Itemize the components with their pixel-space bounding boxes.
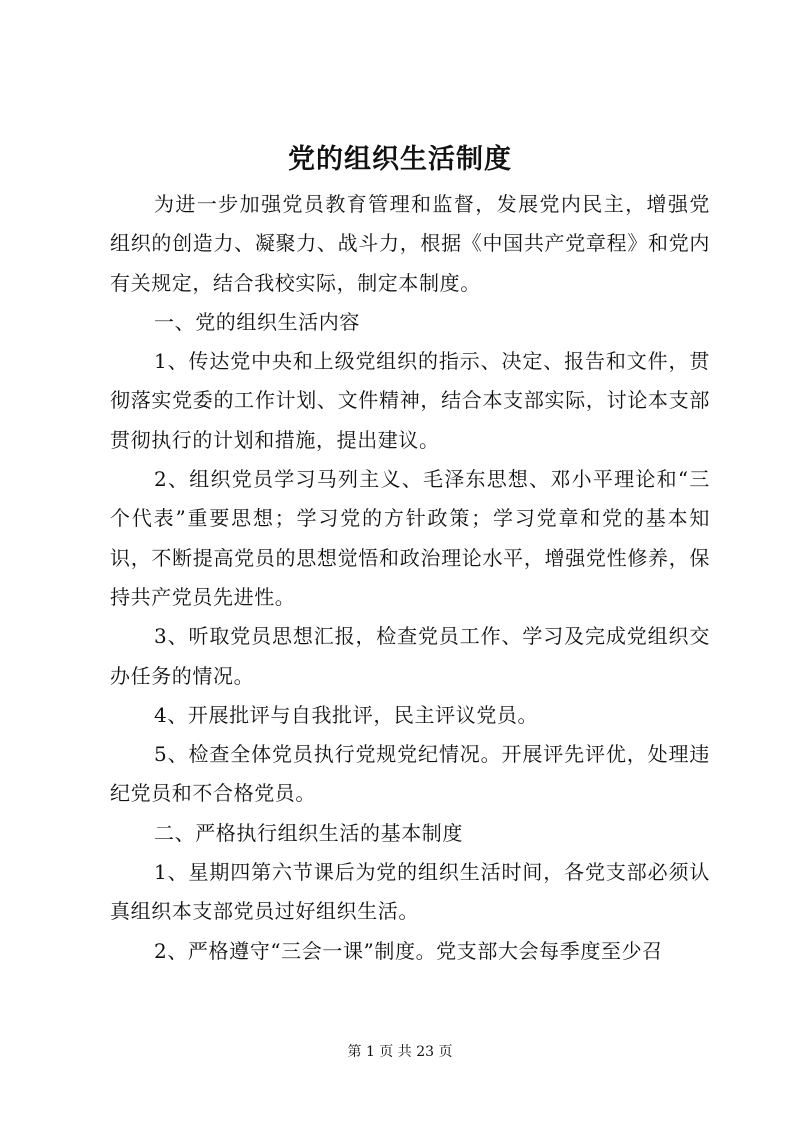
- section-heading-1: 一、党的组织生活内容: [154, 309, 360, 334]
- paragraph-item: 1、传达党中央和上级党组织的指示、决定、报告和文件，贯彻落实党委的工作计划、文件精神，结合本支部实际，讨论本支部贯彻执行的计划和措施，提出建议。: [110, 349, 710, 452]
- paragraph-item: 3、听取党员思想汇报，检查党员工作、学习及完成党组织交办任务的情况。: [110, 624, 710, 688]
- document-body: [110, 185, 710, 971]
- paragraph-item: 5、检查全体党员执行党规党纪情况。开展评先评优，处理违纪党员和不合格党员。: [110, 742, 710, 806]
- paragraph-intro: 为进一步加强党员教育管理和监督，发展党内民主，增强党组织的创造力、凝聚力、战斗力，根据《中国共产党章程》和党内有关规定，结合我校实际，制定本制度。: [110, 192, 710, 295]
- document-title: 党的组织生活制度: [288, 144, 512, 175]
- section-heading-2: 二、严格执行组织生活的基本制度: [154, 820, 463, 845]
- paragraph-item: 4、开展批评与自我批评，民主评议党员。: [154, 702, 539, 727]
- paragraph-item: 2、严格遵守“三会一课”制度。党支部大会每季度至少召: [154, 938, 663, 963]
- paragraph-item: 2、组织党员学习马列主义、毛泽东思想、邓小平理论和“三个代表”重要思想；学习党的方针政策；学习党章和党的基本知识，不断提高党员的思想觉悟和政治理论水平，增强党性修养，保持共产党员先进性。: [110, 467, 710, 609]
- paragraph-item: 1、星期四第六节课后为党的组织生活时间，各党支部必须认真组织本支部党员过好组织生活。: [110, 860, 710, 924]
- page-footer: 第 1 页 共 23 页: [347, 1044, 453, 1060]
